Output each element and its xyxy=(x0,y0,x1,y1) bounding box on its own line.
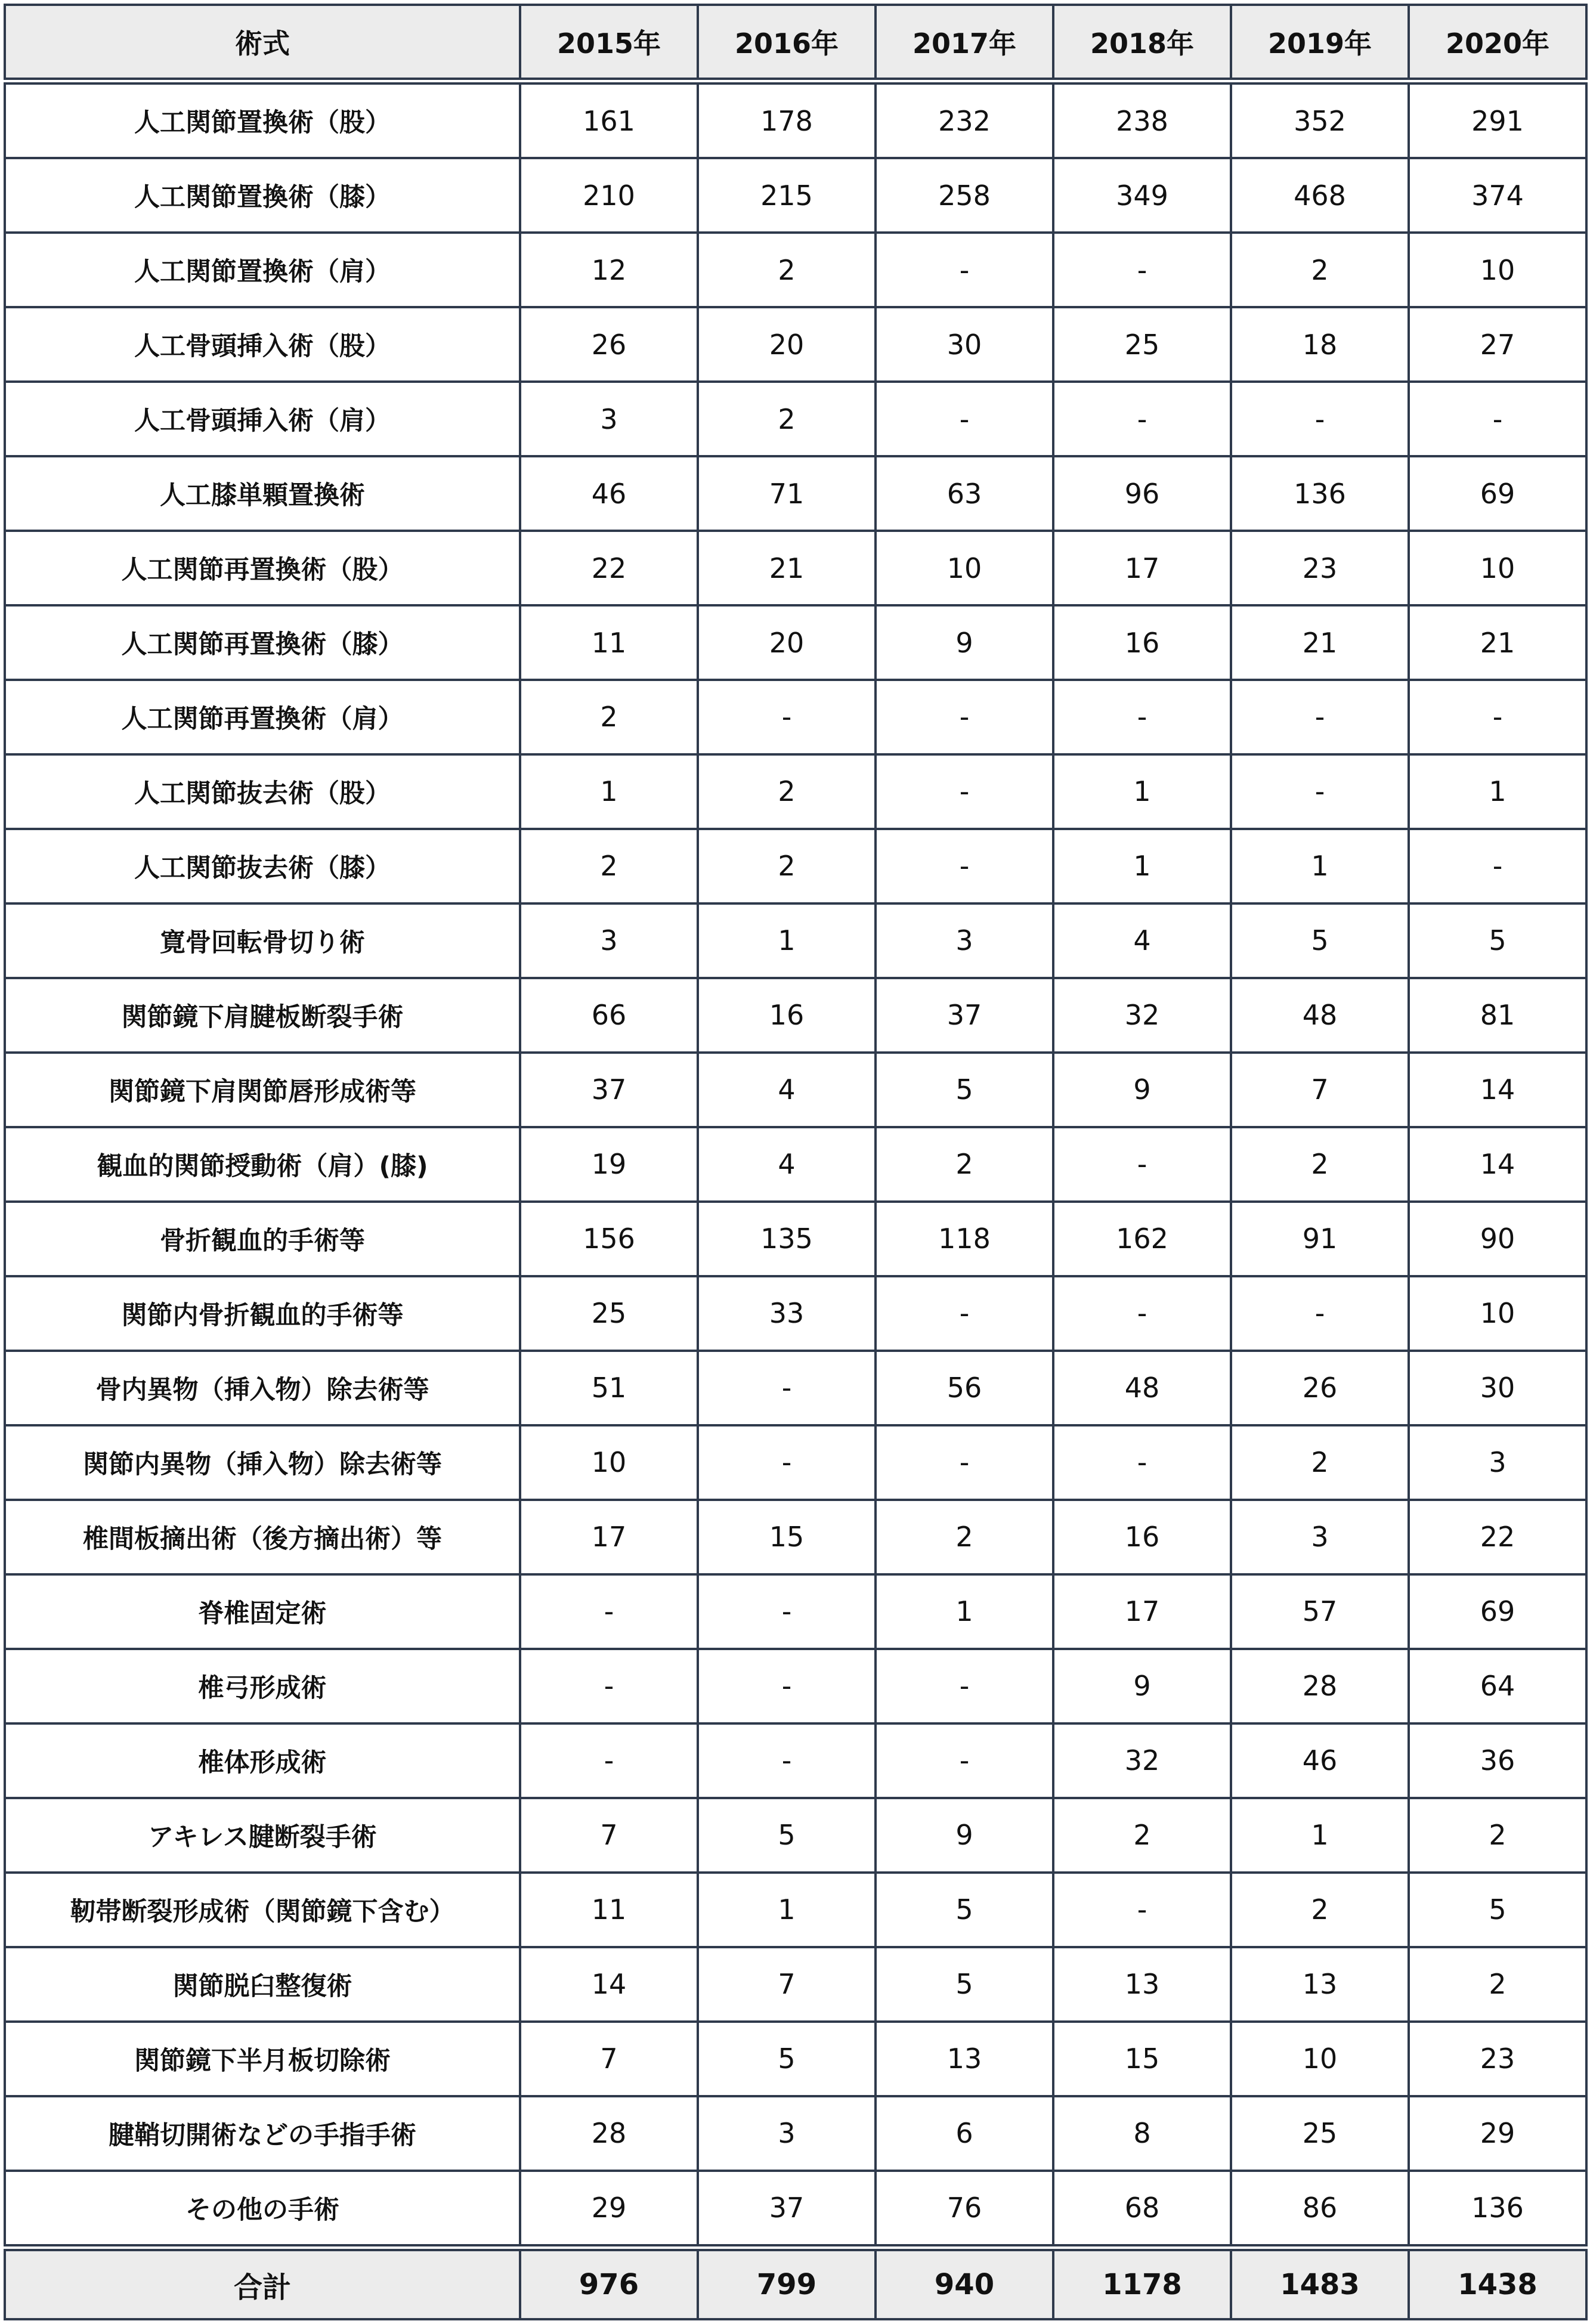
count-cell: 21 xyxy=(698,531,876,605)
count-cell: 1 xyxy=(1409,754,1586,829)
count-cell: 210 xyxy=(520,158,698,233)
count-cell: 13 xyxy=(1053,1947,1231,2022)
count-cell: 2 xyxy=(698,754,876,829)
table-row xyxy=(5,81,1586,158)
total-row xyxy=(5,2248,1586,2319)
count-cell: 349 xyxy=(1053,158,1231,233)
count-cell: 51 xyxy=(520,1351,698,1425)
total-count-cell: 799 xyxy=(698,2248,876,2319)
total-count-cell: 1483 xyxy=(1231,2248,1409,2319)
count-cell: 7 xyxy=(698,1947,876,2022)
table-row xyxy=(5,1798,1586,1873)
procedure-name-cell: 関節脱臼整復術 xyxy=(5,1947,520,2022)
count-cell: 2 xyxy=(1053,1798,1231,1873)
count-cell: 25 xyxy=(1053,307,1231,382)
count-cell: - xyxy=(876,829,1053,903)
procedure-name-cell: 人工関節置換術（股） xyxy=(5,81,520,158)
count-cell: 4 xyxy=(698,1127,876,1202)
count-cell: 232 xyxy=(876,81,1053,158)
count-cell: 4 xyxy=(698,1053,876,1127)
count-cell: 28 xyxy=(520,2096,698,2171)
count-cell: - xyxy=(876,1425,1053,1500)
count-cell: 11 xyxy=(520,605,698,680)
count-cell: 16 xyxy=(1053,605,1231,680)
count-cell: 258 xyxy=(876,158,1053,233)
count-cell: 68 xyxy=(1053,2171,1231,2248)
total-label-cell: 合計 xyxy=(5,2248,520,2319)
count-cell: 5 xyxy=(1231,903,1409,978)
procedure-name-cell: 寛骨回転骨切り術 xyxy=(5,903,520,978)
table-row xyxy=(5,1202,1586,1276)
count-cell: 2 xyxy=(1231,1127,1409,1202)
count-cell: 1 xyxy=(698,1873,876,1947)
procedure-name-cell: 人工関節再置換術（膝） xyxy=(5,605,520,680)
column-header-year: 2017年 xyxy=(876,5,1053,81)
procedure-name-cell: アキレス腱断裂手術 xyxy=(5,1798,520,1873)
total-count-cell: 1178 xyxy=(1053,2248,1231,2319)
count-cell: 56 xyxy=(876,1351,1053,1425)
count-cell: 12 xyxy=(520,233,698,307)
count-cell: 1 xyxy=(1231,829,1409,903)
count-cell: - xyxy=(520,1723,698,1798)
count-cell: - xyxy=(876,382,1053,456)
procedure-name-cell: 人工関節置換術（肩） xyxy=(5,233,520,307)
count-cell: 14 xyxy=(1409,1127,1586,1202)
count-cell: 63 xyxy=(876,456,1053,531)
procedure-name-cell: 椎弓形成術 xyxy=(5,1649,520,1723)
procedure-name-cell: 椎間板摘出術（後方摘出術）等 xyxy=(5,1500,520,1574)
count-cell: - xyxy=(1053,1425,1231,1500)
count-cell: 37 xyxy=(520,1053,698,1127)
count-cell: 3 xyxy=(1231,1500,1409,1574)
count-cell: 2 xyxy=(520,829,698,903)
count-cell: 16 xyxy=(1053,1500,1231,1574)
table-row xyxy=(5,307,1586,382)
count-cell: 48 xyxy=(1231,978,1409,1053)
count-cell: 22 xyxy=(520,531,698,605)
count-cell: - xyxy=(876,233,1053,307)
table-row xyxy=(5,978,1586,1053)
procedure-name-cell: 椎体形成術 xyxy=(5,1723,520,1798)
count-cell: 64 xyxy=(1409,1649,1586,1723)
table-row xyxy=(5,1351,1586,1425)
procedure-name-cell: 人工関節抜去術（膝） xyxy=(5,829,520,903)
count-cell: 14 xyxy=(1409,1053,1586,1127)
count-cell: 71 xyxy=(698,456,876,531)
count-cell: 23 xyxy=(1231,531,1409,605)
column-header-procedure: 術式 xyxy=(5,5,520,81)
count-cell: 10 xyxy=(520,1425,698,1500)
count-cell: 178 xyxy=(698,81,876,158)
procedure-name-cell: その他の手術 xyxy=(5,2171,520,2248)
count-cell: - xyxy=(876,754,1053,829)
column-header-year: 2015年 xyxy=(520,5,698,81)
count-cell: - xyxy=(876,1723,1053,1798)
count-cell: - xyxy=(1053,1127,1231,1202)
count-cell: 15 xyxy=(698,1500,876,1574)
count-cell: - xyxy=(876,1276,1053,1351)
table-row xyxy=(5,754,1586,829)
count-cell: 29 xyxy=(520,2171,698,2248)
procedure-name-cell: 人工骨頭挿入術（股） xyxy=(5,307,520,382)
count-cell: 5 xyxy=(876,1947,1053,2022)
surgery-count-table xyxy=(4,4,1588,2320)
count-cell: 136 xyxy=(1409,2171,1586,2248)
count-cell: - xyxy=(520,1649,698,1723)
count-cell: 23 xyxy=(1409,2022,1586,2096)
procedure-name-cell: 人工関節置換術（膝） xyxy=(5,158,520,233)
count-cell: 28 xyxy=(1231,1649,1409,1723)
count-cell: 161 xyxy=(520,81,698,158)
count-cell: 468 xyxy=(1231,158,1409,233)
procedure-name-cell: 人工膝単顆置換術 xyxy=(5,456,520,531)
count-cell: - xyxy=(698,1649,876,1723)
table-row xyxy=(5,1500,1586,1574)
count-cell: 48 xyxy=(1053,1351,1231,1425)
count-cell: - xyxy=(1053,382,1231,456)
count-cell: 156 xyxy=(520,1202,698,1276)
procedure-name-cell: 関節鏡下半月板切除術 xyxy=(5,2022,520,2096)
count-cell: 3 xyxy=(698,2096,876,2171)
procedure-name-cell: 観血的関節授動術（肩）(膝) xyxy=(5,1127,520,1202)
count-cell: 81 xyxy=(1409,978,1586,1053)
count-cell: 374 xyxy=(1409,158,1586,233)
count-cell: 291 xyxy=(1409,81,1586,158)
table-row xyxy=(5,829,1586,903)
count-cell: 86 xyxy=(1231,2171,1409,2248)
count-cell: - xyxy=(520,1574,698,1649)
count-cell: 20 xyxy=(698,605,876,680)
count-cell: 32 xyxy=(1053,978,1231,1053)
count-cell: - xyxy=(1409,382,1586,456)
count-cell: 27 xyxy=(1409,307,1586,382)
count-cell: 238 xyxy=(1053,81,1231,158)
count-cell: 13 xyxy=(876,2022,1053,2096)
count-cell: 215 xyxy=(698,158,876,233)
count-cell: 25 xyxy=(520,1276,698,1351)
count-cell: 1 xyxy=(698,903,876,978)
table-row xyxy=(5,1873,1586,1947)
count-cell: 37 xyxy=(698,2171,876,2248)
count-cell: 2 xyxy=(520,680,698,754)
count-cell: 21 xyxy=(1231,605,1409,680)
column-header-year: 2016年 xyxy=(698,5,876,81)
table-row xyxy=(5,1276,1586,1351)
count-cell: 7 xyxy=(1231,1053,1409,1127)
count-cell: 135 xyxy=(698,1202,876,1276)
count-cell: 33 xyxy=(698,1276,876,1351)
count-cell: 5 xyxy=(1409,903,1586,978)
count-cell: 90 xyxy=(1409,1202,1586,1276)
procedure-name-cell: 腱鞘切開術などの手指手術 xyxy=(5,2096,520,2171)
count-cell: 1 xyxy=(520,754,698,829)
total-count-cell: 1438 xyxy=(1409,2248,1586,2319)
count-cell: 26 xyxy=(520,307,698,382)
count-cell: 17 xyxy=(1053,1574,1231,1649)
count-cell: 22 xyxy=(1409,1500,1586,1574)
count-cell: 9 xyxy=(1053,1053,1231,1127)
count-cell: - xyxy=(698,1574,876,1649)
count-cell: 2 xyxy=(1409,1798,1586,1873)
count-cell: 136 xyxy=(1231,456,1409,531)
count-cell: - xyxy=(1231,754,1409,829)
count-cell: 46 xyxy=(520,456,698,531)
count-cell: 2 xyxy=(876,1500,1053,1574)
table-row xyxy=(5,1723,1586,1798)
count-cell: 14 xyxy=(520,1947,698,2022)
count-cell: 91 xyxy=(1231,1202,1409,1276)
count-cell: 10 xyxy=(1231,2022,1409,2096)
table-row xyxy=(5,2096,1586,2171)
count-cell: 118 xyxy=(876,1202,1053,1276)
count-cell: - xyxy=(876,680,1053,754)
total-count-cell: 976 xyxy=(520,2248,698,2319)
count-cell: 2 xyxy=(698,382,876,456)
count-cell: 26 xyxy=(1231,1351,1409,1425)
procedure-name-cell: 人工関節再置換術（股） xyxy=(5,531,520,605)
table-row xyxy=(5,605,1586,680)
table-row xyxy=(5,1574,1586,1649)
count-cell: 15 xyxy=(1053,2022,1231,2096)
procedure-name-cell: 人工関節抜去術（股） xyxy=(5,754,520,829)
count-cell: 3 xyxy=(520,382,698,456)
count-cell: 57 xyxy=(1231,1574,1409,1649)
count-cell: - xyxy=(1231,382,1409,456)
procedure-name-cell: 骨折観血的手術等 xyxy=(5,1202,520,1276)
count-cell: 69 xyxy=(1409,1574,1586,1649)
count-cell: - xyxy=(698,1723,876,1798)
table-row xyxy=(5,1053,1586,1127)
procedure-name-cell: 関節内異物（挿入物）除去術等 xyxy=(5,1425,520,1500)
count-cell: 1 xyxy=(876,1574,1053,1649)
count-cell: 21 xyxy=(1409,605,1586,680)
table-row xyxy=(5,1127,1586,1202)
count-cell: 37 xyxy=(876,978,1053,1053)
count-cell: 2 xyxy=(1409,1947,1586,2022)
table-row xyxy=(5,2171,1586,2248)
column-header-year: 2020年 xyxy=(1409,5,1586,81)
table-row xyxy=(5,903,1586,978)
count-cell: 30 xyxy=(1409,1351,1586,1425)
count-cell: 10 xyxy=(1409,233,1586,307)
count-cell: - xyxy=(698,680,876,754)
count-cell: - xyxy=(1409,829,1586,903)
count-cell: - xyxy=(1231,1276,1409,1351)
count-cell: 1 xyxy=(1053,829,1231,903)
count-cell: 96 xyxy=(1053,456,1231,531)
procedure-name-cell: 人工関節再置換術（肩） xyxy=(5,680,520,754)
count-cell: 2 xyxy=(698,829,876,903)
procedure-name-cell: 靭帯断裂形成術（関節鏡下含む） xyxy=(5,1873,520,1947)
procedure-name-cell: 関節鏡下肩関節唇形成術等 xyxy=(5,1053,520,1127)
count-cell: 5 xyxy=(698,1798,876,1873)
table-row xyxy=(5,1425,1586,1500)
count-cell: 6 xyxy=(876,2096,1053,2171)
count-cell: 17 xyxy=(520,1500,698,1574)
count-cell: - xyxy=(698,1425,876,1500)
count-cell: 10 xyxy=(876,531,1053,605)
count-cell: 2 xyxy=(1231,233,1409,307)
count-cell: 2 xyxy=(1231,1425,1409,1500)
count-cell: 9 xyxy=(876,1798,1053,1873)
count-cell: - xyxy=(876,1649,1053,1723)
count-cell: 32 xyxy=(1053,1723,1231,1798)
table-row xyxy=(5,1947,1586,2022)
count-cell: 3 xyxy=(876,903,1053,978)
count-cell: 13 xyxy=(1231,1947,1409,2022)
table-row xyxy=(5,1649,1586,1723)
count-cell: 36 xyxy=(1409,1723,1586,1798)
table-row xyxy=(5,233,1586,307)
count-cell: - xyxy=(1231,680,1409,754)
count-cell: 2 xyxy=(698,233,876,307)
table-header-row xyxy=(5,5,1586,81)
count-cell: 19 xyxy=(520,1127,698,1202)
table-row xyxy=(5,382,1586,456)
procedure-name-cell: 骨内異物（挿入物）除去術等 xyxy=(5,1351,520,1425)
count-cell: 46 xyxy=(1231,1723,1409,1798)
column-header-year: 2018年 xyxy=(1053,5,1231,81)
count-cell: 7 xyxy=(520,2022,698,2096)
count-cell: - xyxy=(1053,233,1231,307)
count-cell: 16 xyxy=(698,978,876,1053)
count-cell: - xyxy=(698,1351,876,1425)
count-cell: 1 xyxy=(1053,754,1231,829)
procedure-name-cell: 脊椎固定術 xyxy=(5,1574,520,1649)
table-row xyxy=(5,2022,1586,2096)
count-cell: 10 xyxy=(1409,531,1586,605)
count-cell: 29 xyxy=(1409,2096,1586,2171)
procedure-name-cell: 関節内骨折観血的手術等 xyxy=(5,1276,520,1351)
count-cell: 20 xyxy=(698,307,876,382)
total-count-cell: 940 xyxy=(876,2248,1053,2319)
table-row xyxy=(5,456,1586,531)
count-cell: - xyxy=(1053,1276,1231,1351)
count-cell: 3 xyxy=(1409,1425,1586,1500)
count-cell: 8 xyxy=(1053,2096,1231,2171)
count-cell: 11 xyxy=(520,1873,698,1947)
column-header-year: 2019年 xyxy=(1231,5,1409,81)
count-cell: 352 xyxy=(1231,81,1409,158)
count-cell: 5 xyxy=(698,2022,876,2096)
count-cell: 5 xyxy=(876,1053,1053,1127)
count-cell: 3 xyxy=(520,903,698,978)
count-cell: - xyxy=(1053,1873,1231,1947)
count-cell: 69 xyxy=(1409,456,1586,531)
count-cell: 10 xyxy=(1409,1276,1586,1351)
count-cell: 4 xyxy=(1053,903,1231,978)
table-row xyxy=(5,158,1586,233)
count-cell: 25 xyxy=(1231,2096,1409,2171)
count-cell: 76 xyxy=(876,2171,1053,2248)
procedure-name-cell: 人工骨頭挿入術（肩） xyxy=(5,382,520,456)
count-cell: - xyxy=(1053,680,1231,754)
count-cell: 17 xyxy=(1053,531,1231,605)
count-cell: 5 xyxy=(1409,1873,1586,1947)
procedure-name-cell: 関節鏡下肩腱板断裂手術 xyxy=(5,978,520,1053)
count-cell: 30 xyxy=(876,307,1053,382)
count-cell: 9 xyxy=(876,605,1053,680)
table-row xyxy=(5,531,1586,605)
count-cell: 2 xyxy=(1231,1873,1409,1947)
count-cell: 2 xyxy=(876,1127,1053,1202)
count-cell: 18 xyxy=(1231,307,1409,382)
count-cell: 9 xyxy=(1053,1649,1231,1723)
count-cell: 162 xyxy=(1053,1202,1231,1276)
count-cell: 7 xyxy=(520,1798,698,1873)
count-cell: 1 xyxy=(1231,1798,1409,1873)
count-cell: - xyxy=(1409,680,1586,754)
count-cell: 5 xyxy=(876,1873,1053,1947)
table-row xyxy=(5,680,1586,754)
count-cell: 66 xyxy=(520,978,698,1053)
